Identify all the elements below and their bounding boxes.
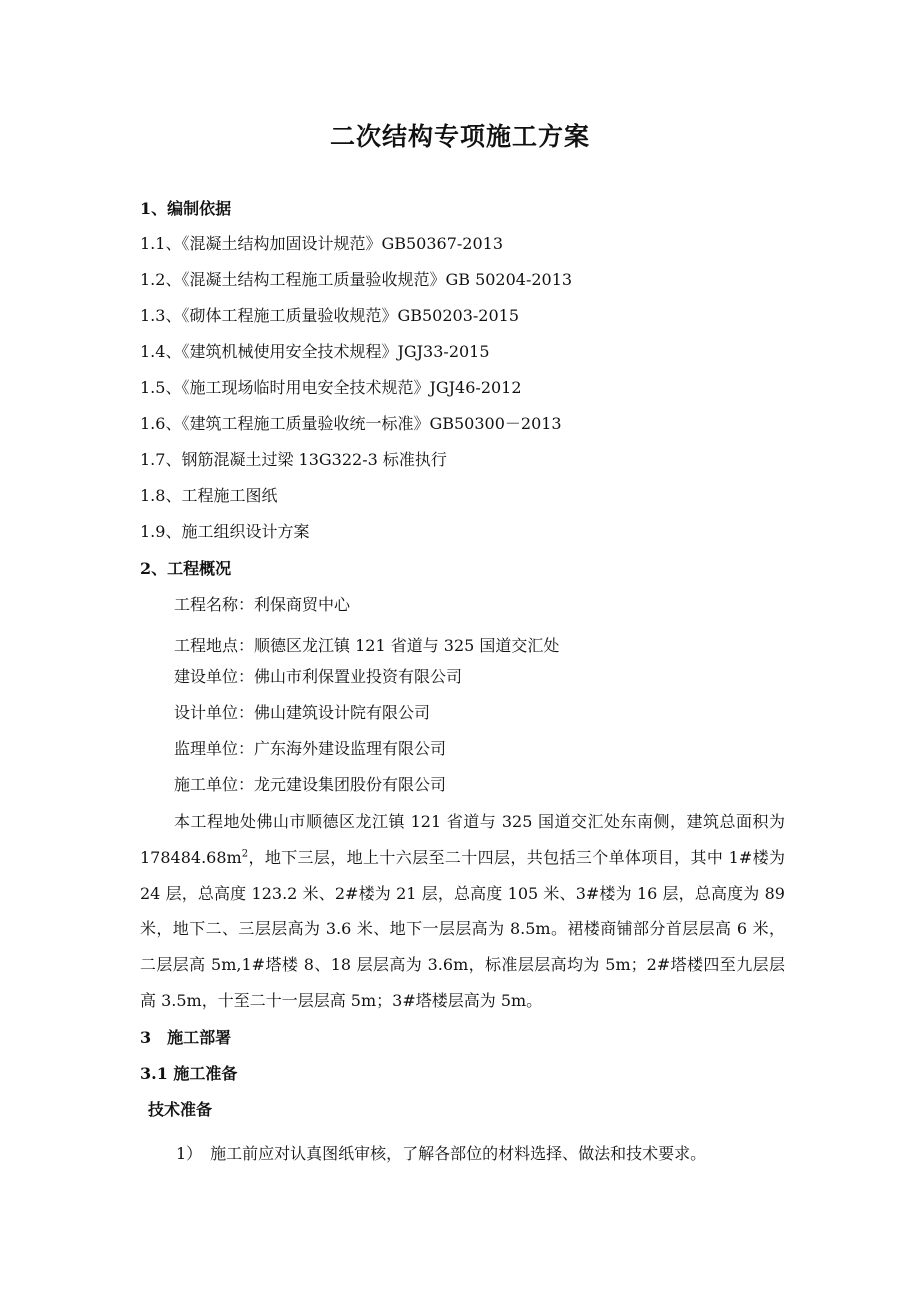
section-2-heading: 2、工程概况	[140, 559, 232, 578]
project-info-contractor: 施工单位：龙元建设集团股份有限公司	[174, 775, 447, 794]
project-info-name: 工程名称：利保商贸中心	[174, 595, 351, 614]
reference-item: 1.1、《混凝土结构加固设计规范》GB50367-2013	[140, 234, 504, 253]
technical-preparation-heading: 技术准备	[148, 1100, 213, 1119]
area-unit-superscript: 2	[241, 848, 249, 860]
project-overview-paragraph	[140, 804, 785, 1019]
reference-item: 1.4、《建筑机械使用安全技术规程》JGJ33-2015	[140, 342, 490, 361]
project-info-designer: 设计单位：佛山建筑设计院有限公司	[174, 703, 431, 722]
section-3-1-heading: 3.1 施工准备	[140, 1064, 238, 1083]
reference-item: 1.6、《建筑工程施工质量验收统一标准》GB50300－2013	[140, 414, 562, 433]
reference-item: 1.7、钢筋混凝土过梁 13G322-3 标准执行	[140, 450, 447, 469]
project-info-location: 工程地点：顺德区龙江镇 121 省道与 325 国道交汇处	[174, 636, 560, 655]
section-1-heading: 1、编制依据	[140, 199, 232, 218]
reference-item: 1.3、《砌体工程施工质量验收规范》GB50203-2015	[140, 306, 520, 325]
paragraph-text-1: 本工程地处佛山市顺德区龙江镇 121 省道与 325 国道交汇处东南侧，建筑总面积为 178484.68m	[140, 812, 785, 867]
section-3-heading: 3 施工部署	[140, 1028, 232, 1047]
document-title: 二次结构专项施工方案	[329, 122, 590, 151]
reference-item: 1.9、施工组织设计方案	[140, 522, 310, 541]
reference-item: 1.5、《施工现场临时用电安全技术规范》JGJ46-2012	[140, 378, 522, 397]
preparation-item-1: 1） 施工前应对认真图纸审核，了解各部位的材料选择、做法和技术要求。	[176, 1144, 707, 1163]
reference-item: 1.2、《混凝土结构工程施工质量验收规范》GB 50204-2013	[140, 270, 573, 289]
reference-item: 1.8、工程施工图纸	[140, 486, 278, 505]
paragraph-text-2: ，地下三层，地上十六层至二十四层，共包括三个单体项目，其中 1#楼为 24 层，总高度 123.2 米、2#楼为 21 层，总高度 105 米、3#楼为 16 层，总高度为 89 米，地下二、三层层高为 3.6 米、地下一层层高为 8.5m。裙楼商铺部分首层层高 6 米，二层层高 5m,1#塔楼 8、18 层层高为 3.6m，标准层层高均为 5m；2#塔楼四至九层层高 3.5m，十至二十一层层高 5m；3#塔楼层高为 5m。	[140, 847, 785, 1010]
project-info-supervisor: 监理单位：广东海外建设监理有限公司	[174, 739, 447, 758]
project-info-owner: 建设单位：佛山市利保置业投资有限公司	[174, 667, 463, 686]
